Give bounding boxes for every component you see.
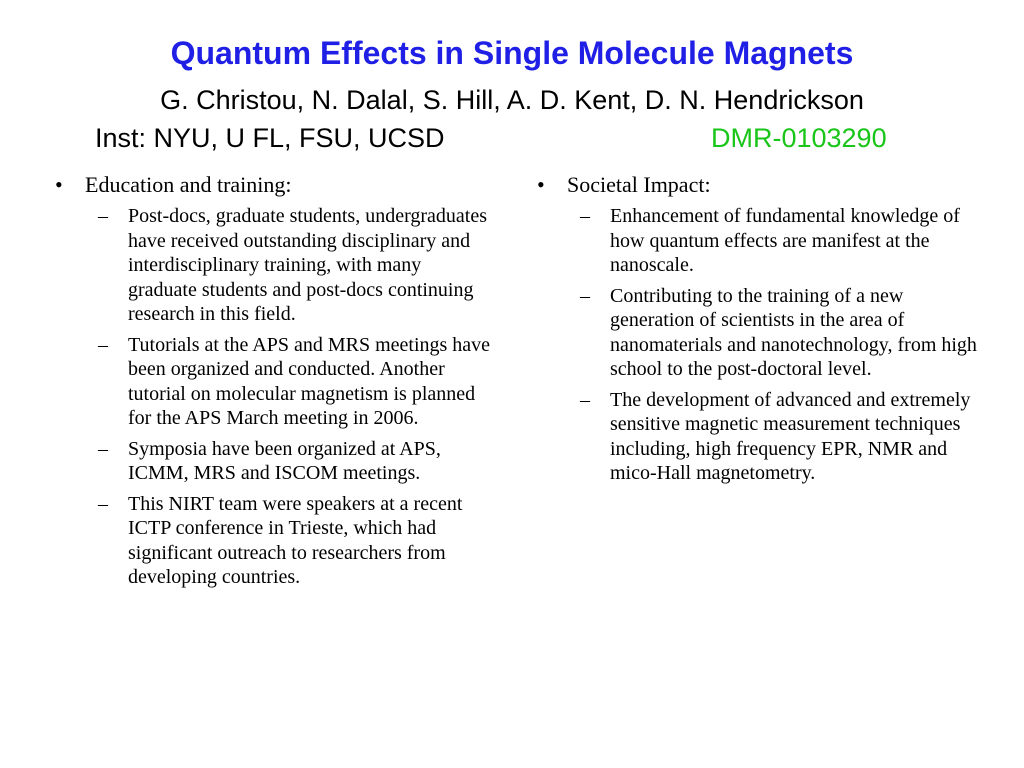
grant-number: DMR-0103290 (711, 123, 887, 153)
dash-icon: – (580, 284, 590, 307)
bullet-icon: • (55, 172, 63, 197)
dash-icon: – (98, 333, 108, 356)
list-item-text: Symposia have been organized at APS, ICMM, MRS and ISCOM meetings. (128, 437, 441, 484)
left-heading (55, 170, 495, 200)
left-heading-text: Education and training: (85, 172, 292, 197)
dash-icon: – (98, 437, 108, 460)
slide-title: Quantum Effects in Single Molecule Magnets (170, 35, 854, 71)
list-item (55, 333, 495, 431)
list-item (537, 284, 977, 382)
right-heading-text: Societal Impact: (567, 172, 711, 197)
right-subitems (537, 204, 977, 486)
right-heading (537, 170, 977, 200)
list-item (537, 204, 977, 278)
list-item-text: The development of advanced and extremely sensitive magnetic measurement techniques including, high frequency EPR, NMR and mico-Hall magnetometry. (610, 388, 971, 484)
left-subitems (55, 204, 495, 590)
list-item (55, 204, 495, 327)
dash-icon: – (98, 205, 108, 227)
dash-icon: – (580, 205, 590, 227)
left-column (55, 170, 495, 596)
list-item (55, 492, 495, 590)
dash-icon: – (98, 492, 108, 515)
list-item-text: Contributing to the training of a new generation of scientists in the area of nanomaterials and nanotechnology, from high school to the post-doctoral level. (610, 284, 977, 380)
list-item-text: This NIRT team were speakers at a recent ICTP conference in Trieste, which had significant outreach to researchers from developing countries. (128, 492, 463, 588)
list-item-text: Tutorials at the APS and MRS meetings have been organized and conducted. Another tutorial on molecular magnetism is planned for the APS March meeting in 2006. (128, 333, 491, 429)
list-item-text: Post-docs, graduate students, undergraduates have received outstanding disciplinary and interdisciplinary training, with many graduate students and post-docs continuing research in this field. (128, 205, 487, 325)
bullet-icon: • (537, 172, 545, 197)
list-item (537, 388, 977, 486)
right-column (537, 170, 977, 492)
institutions-line: Inst: NYU, U FL, FSU, UCSD (95, 123, 445, 153)
list-item-text: Enhancement of fundamental knowledge of how quantum effects are manifest at the nanoscale. (610, 205, 960, 276)
list-item (55, 437, 495, 486)
authors-line: G. Christou, N. Dalal, S. Hill, A. D. Kent, D. N. Hendrickson (160, 85, 864, 115)
dash-icon: – (580, 388, 590, 411)
